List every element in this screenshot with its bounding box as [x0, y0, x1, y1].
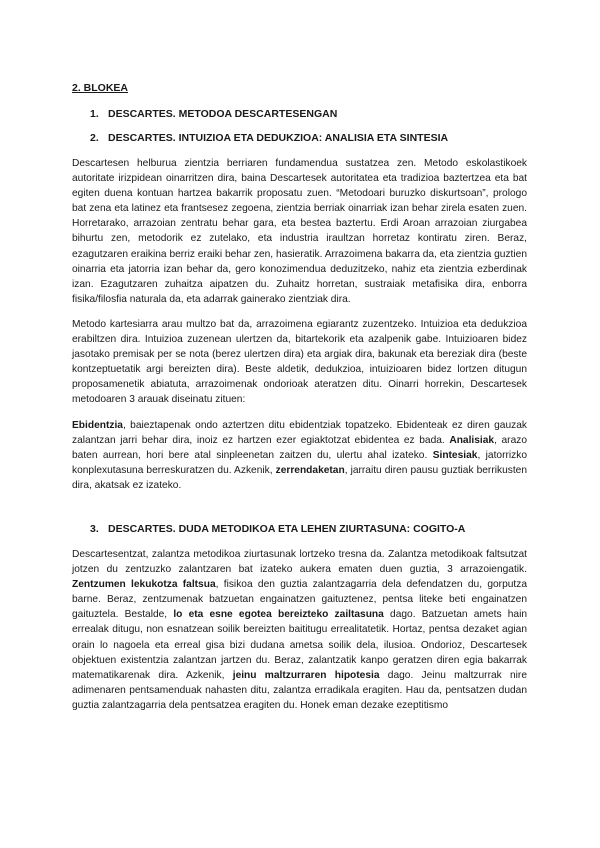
term-ebidentzia: Ebidentzia — [72, 419, 123, 431]
text-span: , fisikoa den guztia zalantzagarria dela defendatzen du, gorputza barne. Beraz, zentzumenak batzuetan engainatzen gaituztenez, pentsa liteke beti engainatzen gaituztela. Bestalde, — [72, 579, 527, 621]
text-span: , jatorrizko konplexutasuna berreskuratzen du. Azkenik, — [72, 449, 527, 476]
text-span: dago. Batzuetan amets hain errealak ditugu, non esnatzean soilik bereizten baititugu errealitatetik. Hortaz, pentsa dezaket agian orain lo nagoela eta erreal gisa bizi dudana ametsa soilik dela, ilusioa. Ondorioz, Descartesek objektuen existentzia zalantzan jartzen du. Beraz, zalantzatik kanpo geratzen diren egia bakarrak matematikarenak dira. Azkenik, — [72, 609, 528, 681]
paragraph-3 — [72, 418, 527, 493]
text-span: , baieztapenak ondo aztertzen ditu ebidentziak topatzeko. Ebidenteak ez diren gauzak zalantzan jarri behar dira, inoiz ez hartzen ezer egiaktotzat ebidentea ez bada. — [72, 419, 527, 446]
heading-number: 2. — [90, 132, 99, 144]
heading-number: 1. — [90, 108, 99, 120]
section-spacer — [72, 503, 527, 523]
paragraph-1: Descartesen helburua zientzia berriaren fundamendua sustatzea zen. Metodo eskolastikoek autoritate irizpidean oinarritzen dira, baina Descartesek autoritatea eta tradizioa baztertzea eta bat egiten duena kontuan hartzea bakarrik proposatu zuen. “Metodoari buruzko diskurtsoan”, prologo bat zena eta latinez eta frantsesez zegoena, zientzia berriak oinarriak izan behar zirela esaten zuen. Horretarako, arrazoian zentratu behar gara, eta bestea baztertu. Erdi Aroan arrazoian ziurgabea bihurtu zen, metodorik ez zutelako, eta industria iraultzan horretaz kontiratu ziren. Beraz, ezagutzaren eraikina berriz eraiki behar zen, hasieratik. Arrazoimena bakarra da, eta zientzia guztien oinarria eta jatorria izan behar da, gero konozimendua deduzitzeko, nahiz eta zientzia ezberdinak izan. Ezagutzaren zuhaitza aipatzen du. Zuhaitz horretan, sustraiak metafisika dira, enborra fisika/filosfia naturala da, eta adarrak gainerako zientziak dira. — [72, 158, 527, 305]
term-zentzumen: Zentzumen lekukotza faltsua — [72, 579, 216, 591]
heading-text: DESCARTES. INTUIZIOA ETA DEDUKZIOA: ANALISIA ETA SINTESIA — [108, 132, 449, 144]
term-jeinu-maltzurra: jeinu maltzurraren hipotesia — [232, 669, 380, 681]
text-span: Descartesentzat, zalantza metodikoa ziurtasunak lortzeko tresna da. Zalantza metodikoak faltsutzat jotzen du zentzuzko zalantzaren bat izateko aukera ematen duen guztia, 3 arrazoiengatik. — [72, 548, 527, 576]
term-analisiak: Analisiak — [449, 434, 495, 446]
section-heading-3 — [90, 523, 527, 535]
text-span: , arazo baten aurrean, hori bere atal sinpleenetan zaitzen du, ulertu ahal izateko. — [72, 434, 527, 461]
paragraph-2: Metodo kartesiarra arau multzo bat da, arrazoimena egiarantz zuzentzeko. Intuizioa eta dedukzioa erabiltzen dira. Intuizioa zuzenean ulertzen da, bitartekorik eta azalpenik gabe. Intuizioaren bidez jasotako premisak per se nota (berez ulertzen dira) eta argiak dira, bakunak eta bereziak dira (beste kontzeptuetatik argi bereizten dira). Beste aldetik, dedukzioa, intuizioaren bidez lortzen ditugun proposamenetik abiatuta, arrazoimenak ondorioak ateratzen ditu. Oinarri horrekin, Descartesek metodoaren 3 arauak diseinatu zituen: — [72, 318, 527, 406]
term-lo-esne: lo eta esne egotea bereizteko zailtasuna — [173, 609, 384, 621]
document-page — [72, 82, 527, 723]
section-heading-2 — [90, 132, 527, 144]
heading-text: DESCARTES. METODOA DESCARTESENGAN — [108, 108, 338, 120]
term-zerrendaketan: zerrendaketan — [275, 464, 345, 476]
paragraph-4 — [72, 547, 527, 713]
heading-text: DESCARTES. DUDA METODIKOA ETA LEHEN ZIURTASUNA: COGITO-A — [108, 522, 466, 535]
text-span: , jarraitu diren pausu guztiak berrikusten dira, akatsak ez izateko. — [72, 464, 527, 491]
text-span: dago. Jeinu maltzurrak nire adimenaren pentsamenduak nahasten ditu, zalantza erradikala eragiten. Hau da, pentsatzen dudan guztia zalantzagarria dela pentsatzea eragiten du. Honek eman dezake ezeptitismo — [72, 669, 527, 711]
heading-number: 3. — [90, 522, 99, 535]
term-sintesiak: Sintesiak — [432, 449, 478, 461]
section-heading-1 — [90, 108, 527, 120]
block-title: 2. BLOKEA — [72, 82, 129, 94]
